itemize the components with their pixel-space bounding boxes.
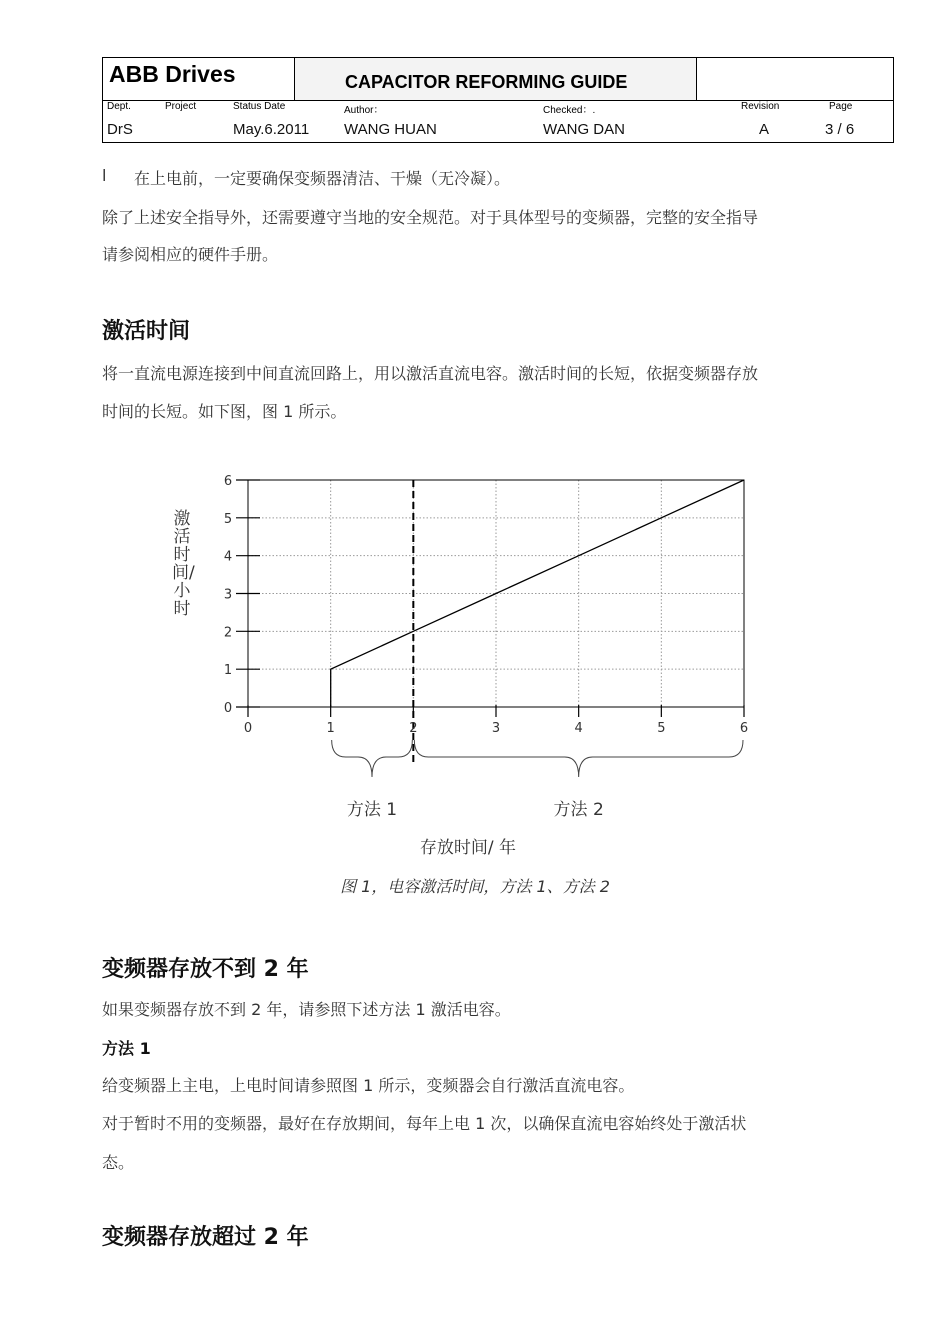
author-value: WANG HUAN — [344, 121, 437, 138]
document-title: CAPACITOR REFORMING GUIDE — [345, 72, 628, 92]
method-label-2: 方法 2 — [553, 800, 604, 820]
section-heading-storage-over-2-years: 变频器存放超过 2 年 — [102, 1225, 309, 1250]
y-tick-label-2: 2 — [223, 625, 233, 641]
revision-value: A — [759, 121, 770, 138]
x-tick-label-1: 1 — [326, 721, 335, 736]
method1-line-1: 给变频器上主电，上电时间请参照图 1 所示，变频器会自行激活直流电容。 — [102, 1076, 635, 1095]
status-date-label: Status Date — [233, 101, 286, 112]
section1-line-1: 将一直流电源连接到中间直流回路上，用以激活直流电容。激活时间的长短，依据变频器存放 — [102, 364, 759, 383]
y-tick-label-6: 6 — [223, 474, 233, 489]
x-tick-label-0: 0 — [243, 721, 253, 736]
page-value: 3 / 6 — [825, 121, 855, 138]
revision-label: Revision — [741, 101, 780, 112]
section1-line-2: 时间的长短。如下图，图 1 所示。 — [102, 402, 347, 421]
section2-line-1: 如果变频器存放不到 2 年，请参照下述方法 1 激活电容。 — [102, 1000, 511, 1019]
chart-y-axis-label: 激活时间/ 小时 — [172, 509, 195, 619]
company-logo: ABB Drives — [109, 61, 236, 87]
y-tick-label-1: 1 — [223, 663, 233, 679]
chart-x-axis-label: 存放时间/ 年 — [419, 838, 517, 858]
method-bracket-2 — [414, 740, 743, 777]
method1-line-2: 对于暂时不用的变频器，最好在存放期间，每年上电 1 次，以确保直流电容始终处于激活状 — [102, 1114, 747, 1133]
y-tick-label-5: 5 — [223, 511, 233, 527]
x-tick-label-2: 2 — [409, 721, 418, 736]
figure-caption: 图 1，电容激活时间，方法 1、方法 2 — [340, 877, 610, 896]
y-tick-label-0: 0 — [223, 701, 233, 716]
dept-value: DrS — [107, 121, 133, 138]
project-label: Project — [165, 101, 197, 112]
safety-paragraph-line-1: 除了上述安全指导外，还需要遵守当地的安全规范。对于具体型号的变频器，完整的安全指导 — [102, 208, 759, 227]
author-label: Author： — [344, 105, 384, 116]
y-tick-label-4: 4 — [223, 549, 233, 565]
y-tick-label-3: 3 — [223, 587, 233, 603]
page-label: Page — [829, 101, 853, 112]
x-tick-label-6: 6 — [739, 721, 749, 736]
x-tick-label-3: 3 — [491, 721, 501, 736]
method-label-1: 方法 1 — [346, 800, 398, 820]
section-heading-activation-time: 激活时间 — [102, 319, 191, 344]
x-tick-label-4: 4 — [574, 721, 583, 736]
bullet-mark: l — [102, 166, 107, 185]
checked-value: WANG DAN — [543, 121, 625, 138]
method1-line-3: 态。 — [102, 1153, 135, 1172]
checked-label: Checked：. — [543, 105, 596, 116]
section-heading-storage-under-2-years: 变频器存放不到 2 年 — [102, 957, 309, 982]
method1-heading: 方法 1 — [102, 1039, 151, 1058]
bullet-text: 在上电前，一定要确保变频器清洁、干燥（无冷凝）。 — [134, 169, 511, 188]
dept-label: Dept. — [107, 101, 131, 112]
safety-paragraph-line-2: 请参阅相应的硬件手册。 — [102, 245, 279, 264]
x-tick-label-5: 5 — [657, 721, 666, 736]
method-bracket-1 — [332, 740, 413, 777]
status-date-value: May.6.2011 — [233, 121, 310, 138]
